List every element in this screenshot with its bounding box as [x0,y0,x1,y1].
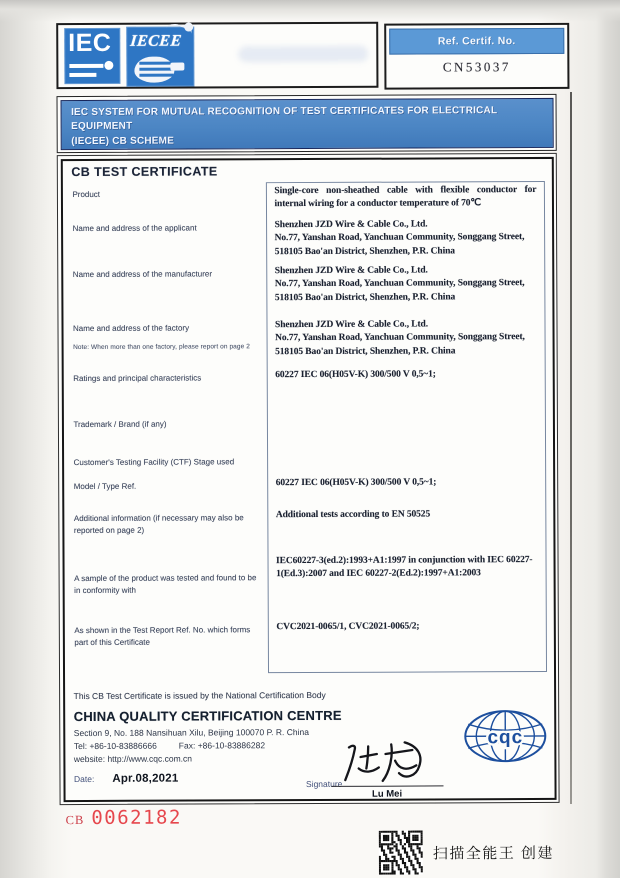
iecee-logo-icon [126,27,194,87]
ref-certif-number: CN53037 [442,59,511,75]
field-value: Shenzhen JZD Wire & Cable Co., Ltd. No.77, Yanshan Road, Yanchuan Community, Songgang Street, 518105 Bao'an District, Shenzhen, P.R. China [274,218,525,258]
field-row-trademark [69,410,545,450]
iec-logo-text: IEC [68,28,112,58]
field-label: Name and address of the factory [72,323,190,333]
field-label: Customer's Testing Facility (CTF) Stage used [73,456,235,467]
field-row-additional-info [70,504,546,552]
field-value: 60227 IEC 06(H05V-K) 300/500 V 0,5~1; [275,368,436,380]
field-row-applicant [69,214,545,262]
field-label: Additional information (if necessary may also be reported on page 2) [73,512,244,535]
svg-text:cqc: cqc [486,726,523,748]
field-label: As shown in the Test Report Ref. No. which forms part of this Certificate [74,624,251,647]
field-value [266,410,545,449]
scanner-watermark [379,830,554,875]
field-value: Shenzhen JZD Wire & Cable Co., Ltd. No.77, Yanshan Road, Yanchuan Community, Songgang Street, 518105 Bao'an District, Shenzhen, P.R. China [274,318,525,358]
field-value: IEC60227-3(ed.2):1993+A1:1997 in conjunction with IEC 60227-1(Ed.3):2007 and IEC 60227-2(Ed.2):1997+A1:2003 [276,554,533,580]
field-label: Trademark / Brand (if any) [73,419,167,429]
field-row-test-report [70,616,546,673]
field-row-factory [69,314,545,366]
field-row-ratings [69,364,545,412]
field-value: Shenzhen JZD Wire & Cable Co., Ltd. No.77, Yanshan Road, Yanchuan Community, Songgang Street, 518105 Bao'an District, Shenzhen, P.R. China [274,264,525,304]
field-value: Additional tests according to EN 50525 [275,508,431,520]
field-label: Name and address of the manufacturer [72,268,212,279]
ref-certif-label: Ref. Certif. No. [389,28,564,55]
cqc-logo-icon [461,706,549,764]
banner-line-2: (IECEE) CB SCHEME [71,135,175,147]
cb-stamp-number: 0062182 [91,806,182,829]
cb-stamp-prefix: CB [65,812,85,828]
field-value: 60227 IEC 06(H05V-K) 300/500 V 0,5~1; [275,476,437,488]
field-value [267,448,546,473]
factory-note: Note: When more than one factory, please report on page 2 [73,342,250,351]
field-label: Ratings and principal characteristics [73,372,202,383]
fax: Fax: +86-10-83886282 [178,739,266,751]
certificate-title: CB TEST CERTIFICATE [71,163,218,179]
scheme-banner [57,94,557,153]
handwritten-signature [333,737,443,785]
certification-body-address: Section 9, No. 188 Nansihuan Xilu, Beijing 100070 P. R. China [73,726,309,738]
field-value: CVC2021-0065/1, CVC2021-0065/2; [276,621,420,632]
field-value: Single-core non-sheathed cable with flexible conductor for internal wiring for a conductor temperature of 70℃ [274,184,537,210]
website: website: http://www.cqc.com.cn [73,753,193,764]
telephone: Tel: +86-10-83886666 [73,740,157,751]
certification-body-name: CHINA QUALITY CERTIFICATION CENTRE [73,707,342,724]
field-row-model-type [70,472,546,506]
field-label: Name and address of the applicant [72,222,197,233]
signature-line [331,785,443,786]
issued-by-line: This CB Test Certificate is issued by the National Certification Body [73,689,326,701]
iec-logo-icon [64,28,120,84]
certificate-fields [68,180,546,673]
logos-box [56,22,378,89]
scanner-watermark-text: 扫描全能王 创建 [432,844,555,862]
banner-line-1: IEC SYSTEM FOR MUTUAL RECOGNITION OF TEST CERTIFICATES FOR ELECTRICAL EQUIPMENT [71,104,498,133]
date-value: Apr.08,2021 [112,772,179,785]
signatory-name: Lu Mei [371,788,403,800]
field-label: A sample of the product was tested and found to be in conformity with [74,572,257,595]
certificate-body-box [57,153,560,805]
field-row-conformity [70,550,546,618]
cb-stamp [66,807,182,830]
field-label: Model / Type Ref. [73,481,137,491]
field-row-manufacturer [69,260,545,316]
field-row-product [68,180,544,216]
signature-label: Signature [305,778,343,789]
date-label: Date: [73,773,95,784]
field-label: Product [72,189,101,199]
field-row-ctf-stage [70,448,546,474]
iecee-logo-text: IECEE [129,32,183,50]
qr-code-icon [379,831,423,875]
scan-smudge [238,46,368,63]
ref-certif-box [384,23,569,90]
